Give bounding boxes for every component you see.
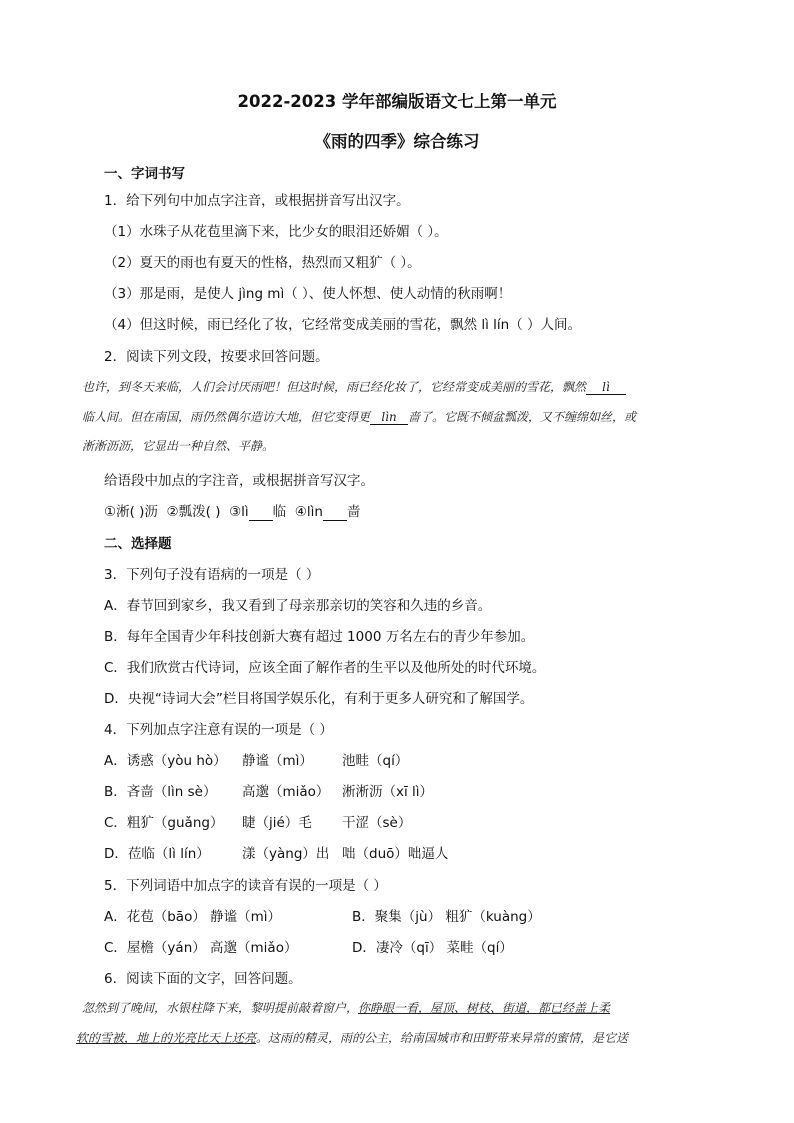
passage-underlined-text: 软的雪被，地上的光亮比天上还亮 bbox=[76, 1031, 257, 1045]
option-part: 咄（duō）咄逼人 bbox=[342, 846, 449, 862]
answer-4-blank bbox=[323, 504, 347, 521]
option-part: C．粗犷（guǎng） bbox=[104, 815, 224, 831]
question-2-answers bbox=[104, 500, 360, 521]
question-3-option-a: A．春节回到家乡，我又看到了母亲那亲切的笑容和久违的乡音。 bbox=[104, 598, 492, 614]
question-5-stem: 5．下列词语中加点字的读音有误的一项是（ ） bbox=[104, 878, 387, 894]
question-6-stem: 6．阅读下面的文字，回答问题。 bbox=[104, 971, 302, 987]
section-heading-1: 一、字词书写 bbox=[104, 166, 185, 182]
option-part: 静谧（mì） bbox=[242, 753, 313, 769]
passage-2-line-2 bbox=[76, 1029, 716, 1046]
option-part: 池畦（qí） bbox=[342, 753, 409, 769]
doc-subtitle: 《雨的四季》综合练习 bbox=[314, 132, 480, 151]
option-part: A．诱惑（yòu hò） bbox=[104, 753, 227, 769]
answer-2: ②瓢泼( ) bbox=[166, 504, 221, 520]
question-3-option-b: B．每年全国青少年科技创新大赛有超过 1000 万名左右的青少年参加。 bbox=[104, 629, 535, 645]
option-part: 睫（jié）毛 bbox=[242, 815, 312, 831]
passage-blank-lin: lìn bbox=[370, 410, 408, 425]
option-part: 漾（yàng）出 bbox=[242, 846, 330, 862]
passage-text: 忽然到了晚间，水银柱降下来，黎明提前敲着窗户， bbox=[82, 1001, 359, 1015]
passage-1-line-2 bbox=[82, 408, 722, 425]
answer-1: ①淅( )沥 bbox=[104, 504, 158, 520]
passage-text: 也许，到冬天来临，人们会讨厌雨吧！但这时候，雨已经化妆了，它经常变成美丽的雪花，飘然 bbox=[82, 380, 587, 394]
option-part: 淅淅沥（xī lì） bbox=[342, 784, 434, 800]
question-5-option-c: C．屋檐（yán） 高邈（miǎo） bbox=[104, 940, 298, 956]
answer-3-blank bbox=[249, 504, 273, 521]
option-part: B．吝啬（lìn sè） bbox=[104, 784, 217, 800]
question-4-option-d bbox=[104, 842, 448, 862]
passage-1-line-1 bbox=[82, 378, 722, 395]
answer-4-prefix: ④lìn bbox=[294, 504, 323, 520]
answer-3-suffix: 临 bbox=[272, 504, 287, 520]
question-4-option-b bbox=[104, 780, 433, 800]
question-3-stem: 3．下列句子没有语病的一项是（ ） bbox=[104, 567, 320, 583]
question-2-stem: 2．阅读下列文段，按要求回答问题。 bbox=[104, 349, 329, 365]
question-1-item-3: （3）那是雨，是使人 jìng mì（ ）、使人怀想、使人动情的秋雨啊！ bbox=[104, 286, 512, 302]
question-4-option-c bbox=[104, 811, 411, 831]
question-4-stem: 4．下列加点字注意有误的一项是（ ） bbox=[104, 722, 333, 738]
passage-underlined-text: 你睁眼一看，屋顶、树枝、街道，都已经盖上柔 bbox=[358, 1001, 611, 1015]
passage-1-line-3: 淅淅沥沥，它显出一种自然、平静。 bbox=[82, 439, 275, 453]
question-5-option-a: A．花苞（bāo） 静谧（mì） bbox=[104, 909, 282, 925]
question-5-option-b: B．聚集（jù） 粗犷（kuàng） bbox=[352, 909, 541, 925]
passage-2-line-1 bbox=[82, 999, 722, 1016]
question-4-option-a bbox=[104, 749, 408, 769]
question-1-item-1: （1）水珠子从花苞里滴下来，比少女的眼泪还娇媚（ ）。 bbox=[104, 224, 448, 240]
question-5-row-2 bbox=[104, 936, 513, 956]
question-3-option-d: D．央视“诗词大会”栏目将国学娱乐化，有利于更多人研究和了解国学。 bbox=[104, 691, 534, 707]
question-2-task: 给语段中加点的字注音，或根据拼音写汉字。 bbox=[104, 473, 374, 489]
passage-text: 临人间。但在南国，雨仍然偶尔造访大地，但它变得更 bbox=[82, 410, 371, 424]
question-5-row-1 bbox=[104, 905, 541, 925]
option-part: 干涩（sè） bbox=[342, 815, 412, 831]
answer-3-prefix: ③lì bbox=[229, 504, 249, 520]
passage-text: 。这雨的精灵，雨的公主，给南国城市和田野带来异常的蜜情，是它送 bbox=[256, 1031, 629, 1045]
question-1-item-4: （4）但这时候，雨已经化了妆，它经常变成美丽的雪花，飘然 lì lín（ ）人间。 bbox=[104, 317, 582, 333]
question-1-item-2: （2）夏天的雨也有夏天的性格，热烈而又粗犷（ ）。 bbox=[104, 255, 421, 271]
section-heading-2: 二、选择题 bbox=[104, 536, 172, 552]
passage-text: 啬了。它既不倾盆瓢泼，又不缠绵如丝，或 bbox=[408, 410, 637, 424]
question-5-option-d: D．凄冷（qī） 菜畦（qí） bbox=[352, 940, 513, 956]
option-part: D．莅临（lì lín） bbox=[104, 846, 210, 862]
question-1-stem: 1．给下列句中加点字注音，或根据拼音写出汉字。 bbox=[104, 193, 410, 209]
option-part: 高邈（miǎo） bbox=[242, 784, 330, 800]
passage-blank-li: lì bbox=[586, 380, 626, 395]
question-3-option-c: C．我们欣赏古代诗词，应该全面了解作者的生平以及他所处的时代环境。 bbox=[104, 660, 546, 676]
answer-4-suffix: 啬 bbox=[346, 504, 361, 520]
doc-title: 2022-2023 学年部编版语文七上第一单元 bbox=[237, 92, 557, 111]
